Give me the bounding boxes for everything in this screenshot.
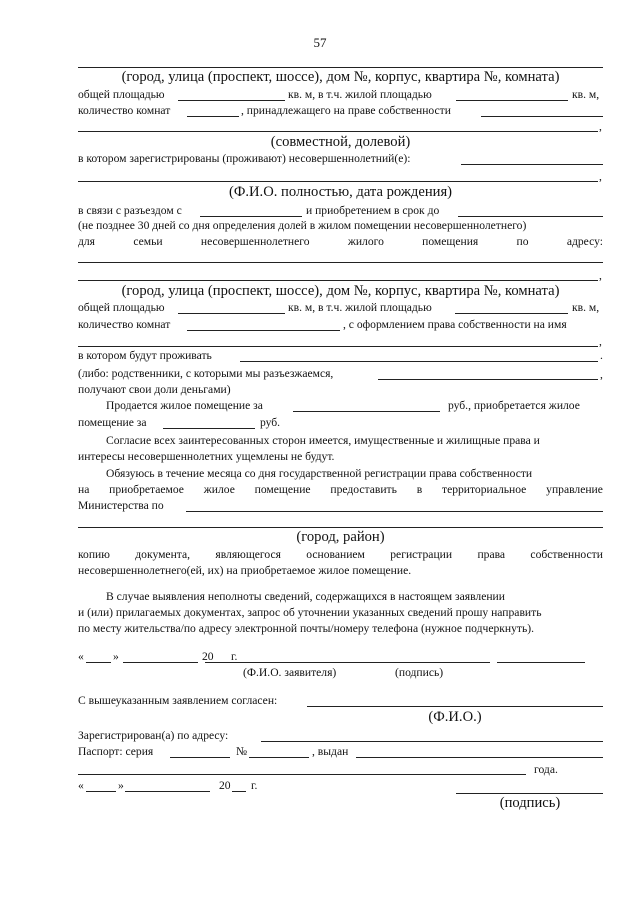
passport-issued-line-2[interactable] xyxy=(78,774,526,775)
living-area-field-2[interactable] xyxy=(455,313,568,314)
rooms-label-1: количество комнат xyxy=(78,104,171,117)
bought-price-label: помещение за xyxy=(78,416,147,429)
separation-field[interactable] xyxy=(200,216,302,217)
day-field[interactable] xyxy=(86,791,116,792)
page-number: 57 xyxy=(313,35,327,50)
minors-registered-field[interactable] xyxy=(461,164,603,165)
area-total-field-1[interactable] xyxy=(178,100,285,101)
passport-number-field[interactable] xyxy=(249,757,309,758)
area-total-label-1: общей площадью xyxy=(78,88,165,101)
open-quote: « xyxy=(78,650,84,663)
month-field[interactable] xyxy=(123,662,198,663)
deadline-note: (не позднее 30 дней со дня определения долей в жилом помещении несовершеннолетнего) xyxy=(78,219,527,232)
line-end-comma: , xyxy=(599,170,602,183)
word: копию xyxy=(78,548,110,561)
ownership-type-caption: (совместной, долевой) xyxy=(270,134,411,150)
area-total-field-2[interactable] xyxy=(178,313,285,314)
applicant-signature-field[interactable] xyxy=(497,662,585,663)
new-address-line-2[interactable] xyxy=(78,280,598,281)
word: жилое xyxy=(203,483,235,496)
ownership-label: , принадлежащего на праве собственности xyxy=(241,104,451,117)
word: основанием xyxy=(306,548,365,561)
bought-price-field[interactable] xyxy=(163,428,255,429)
incomplete-line-1: В случае выявления неполноты сведений, содержащихся в настоящем заявлении xyxy=(106,590,505,603)
registration-label: , с оформлением права собственности на имя xyxy=(343,318,567,331)
word: документа, xyxy=(135,548,191,561)
word: регистрации xyxy=(390,548,453,561)
line-end-comma: , xyxy=(599,269,602,282)
area-unit-label-1: кв. м, в т.ч. жилой площадью xyxy=(288,88,432,101)
open-quote: « xyxy=(78,779,84,792)
word: права xyxy=(477,548,506,561)
address-intro-line xyxy=(78,235,603,249)
word: помещение xyxy=(254,483,311,496)
applicant-signature-caption: (подпись) xyxy=(395,666,444,679)
rooms-field-1[interactable] xyxy=(187,116,239,117)
close-quote: » xyxy=(113,650,119,663)
money-shares-label: получают свои доли деньгами) xyxy=(78,383,231,396)
word: в xyxy=(416,483,423,496)
minor-fio-caption: (Ф.И.О. полностью, дата рождения) xyxy=(228,184,453,200)
year-prefix: 20 xyxy=(219,779,231,792)
year-suffix: г. xyxy=(251,779,258,792)
year-field[interactable] xyxy=(232,791,246,792)
word: предоставить xyxy=(330,483,397,496)
agreed-label: С вышеуказанным заявлением согласен: xyxy=(78,694,278,707)
sold-price-field[interactable] xyxy=(293,411,440,412)
new-address-line-1[interactable] xyxy=(78,262,603,263)
incomplete-line-2: и (или) прилагаемых документах, запрос об уточнении указанных сведений прошу направить xyxy=(78,606,542,619)
ministry-label: Министерства по xyxy=(78,499,164,512)
word: по xyxy=(516,235,529,248)
year-word: года. xyxy=(534,763,558,776)
address-line-1[interactable] xyxy=(78,67,603,68)
word: собственности xyxy=(530,548,603,561)
will-live-label: в котором будут проживать xyxy=(78,349,212,362)
relatives-field[interactable] xyxy=(378,379,598,380)
line-end-comma: , xyxy=(599,335,602,348)
consent-line-1: Согласие всех заинтересованных сторон имеется, имущественные и жилищные права и xyxy=(106,434,540,447)
year-suffix: г. xyxy=(231,650,238,663)
passport-series-field[interactable] xyxy=(170,757,230,758)
minors-line-2[interactable] xyxy=(78,181,598,182)
word: несовершеннолетнего xyxy=(200,235,310,248)
month-field[interactable] xyxy=(125,791,210,792)
incomplete-line-3: по месту жительства/по адресу электронной почты/номеру телефона (нужное подчеркнуть). xyxy=(78,622,535,635)
area-unit-label-2: кв. м, xyxy=(572,88,600,101)
area-unit-label-4: кв. м, xyxy=(572,301,600,314)
sold-price-suffix: руб., приобретается жилое xyxy=(448,399,580,412)
day-field[interactable] xyxy=(86,662,111,663)
registered-address-field[interactable] xyxy=(261,741,603,742)
passport-issued-label: , выдан xyxy=(312,745,349,758)
copy-line-1 xyxy=(78,548,603,562)
area-total-label-2: общей площадью xyxy=(78,301,165,314)
applicant-fio-caption: (Ф.И.О. заявителя) xyxy=(243,666,337,679)
word: территориальное xyxy=(442,483,527,496)
passport-issued-field[interactable] xyxy=(356,757,603,758)
relatives-label: (либо: родственники, с которыми мы разъезжаемся, xyxy=(78,367,334,380)
copy-line-2: несовершеннолетнего(ей, их) на приобретаемое жилое помещение. xyxy=(78,564,412,577)
minors-registered-label: в котором зарегистрированы (проживают) несовершеннолетний(е): xyxy=(78,152,411,165)
agreed-person-field[interactable] xyxy=(307,706,603,707)
address-caption-1: (город, улица (проспект, шоссе), дом №, корпус, квартира №, комната) xyxy=(121,69,560,85)
line-end-comma: , xyxy=(599,120,602,133)
obligation-line-2 xyxy=(78,483,603,497)
sold-price-label: Продается жилое помещение за xyxy=(106,399,263,412)
word: на xyxy=(78,483,90,496)
living-area-field-1[interactable] xyxy=(456,100,568,101)
close-quote: » xyxy=(118,779,124,792)
word: адресу: xyxy=(566,235,603,248)
acquisition-label: и приобретением в срок до xyxy=(306,204,440,217)
area-unit-label-3: кв. м, в т.ч. жилой площадью xyxy=(288,301,432,314)
line-end-comma: , xyxy=(600,368,603,381)
line-end-period: . xyxy=(600,349,603,362)
city-district-caption: (город, район) xyxy=(296,529,385,545)
passport-number-sign: № xyxy=(236,745,248,758)
word: помещения xyxy=(422,235,479,248)
word: являющегося xyxy=(215,548,281,561)
agreed-signature-caption: (подпись) xyxy=(499,795,561,811)
word: приобретаемое xyxy=(109,483,184,496)
agreed-signature-field[interactable] xyxy=(456,793,603,794)
bought-price-suffix: руб. xyxy=(260,416,281,429)
consent-line-2: интересы несовершеннолетних ущемлены не будут. xyxy=(78,450,335,463)
rooms-label-2: количество комнат xyxy=(78,318,171,331)
applicant-fio-field[interactable] xyxy=(205,662,490,663)
will-live-field[interactable] xyxy=(240,361,598,362)
word: управление xyxy=(546,483,603,496)
ministry-field[interactable] xyxy=(186,511,603,512)
word: семьи xyxy=(133,235,163,248)
word: жилого xyxy=(347,235,384,248)
owner-name-line[interactable] xyxy=(78,346,598,347)
ministry-line-2[interactable] xyxy=(78,527,603,528)
year-prefix: 20 xyxy=(202,650,214,663)
acquisition-date-field[interactable] xyxy=(458,216,603,217)
address-caption-2: (город, улица (проспект, шоссе), дом №, корпус, квартира №, комната) xyxy=(121,283,560,299)
registered-address-label: Зарегистрирован(а) по адресу: xyxy=(78,729,229,742)
separation-label: в связи с разъездом с xyxy=(78,204,182,217)
rooms-field-2[interactable] xyxy=(187,330,340,331)
ownership-line-2[interactable] xyxy=(78,131,598,132)
ownership-field[interactable] xyxy=(481,116,603,117)
obligation-line-1: Обязуюсь в течение месяца со дня государственной регистрации права собственности xyxy=(106,467,533,480)
passport-series-label: Паспорт: серия xyxy=(78,745,154,758)
word: для xyxy=(78,235,96,248)
agreed-fio-caption: (Ф.И.О.) xyxy=(428,709,482,725)
